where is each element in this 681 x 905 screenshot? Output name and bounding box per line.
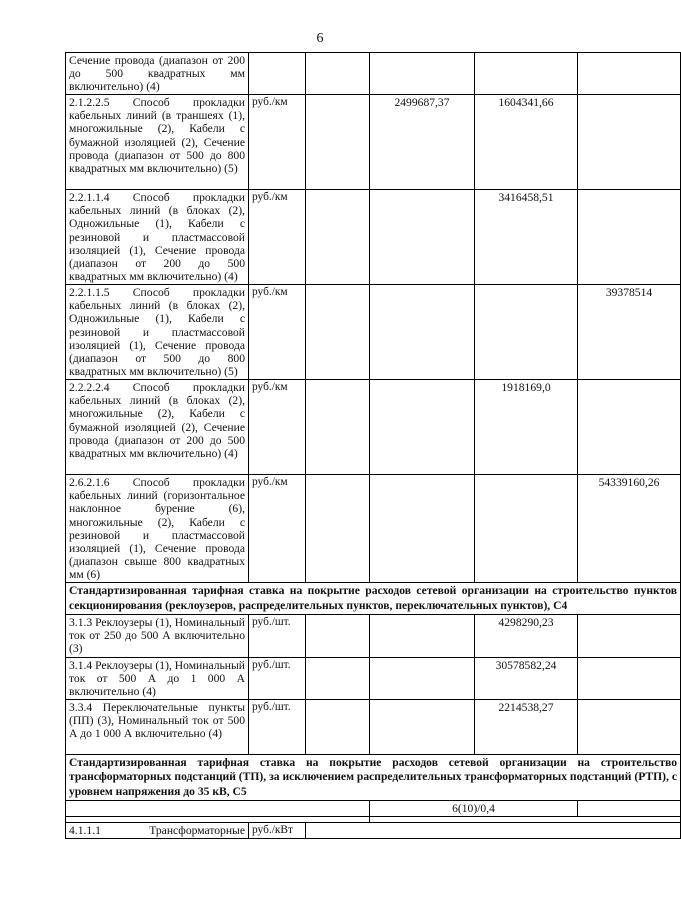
row-value-2 xyxy=(370,380,475,475)
row-value-3: 1918169,0 xyxy=(475,380,578,475)
row-value-1 xyxy=(306,285,370,380)
table-row xyxy=(66,380,681,475)
row-value-4 xyxy=(578,657,681,699)
table-row xyxy=(66,53,681,95)
row-value-4 xyxy=(578,53,681,95)
row-value-1 xyxy=(306,475,370,583)
row-code: 3.3.4 xyxy=(69,700,93,714)
page-number: 6 xyxy=(316,31,324,46)
row-description: 3.1.4 Реклоузеры (1), Номинальный ток от 500 А до 1 000 А включительно (4) xyxy=(66,657,249,699)
row-code: 3.1.4 xyxy=(69,658,93,672)
row-value-empty xyxy=(306,823,681,839)
row-unit: руб./шт. xyxy=(249,657,306,699)
row-value-4: 39378514 xyxy=(578,285,681,380)
section-heading-c5: Стандартизированная тарифная ставка на покрытие расходов сетевой организации на строительство трансформаторных подстанций (ТП), за исключением распределительных трансформаторных подстанций (РТП), с уровнем напряжения до 35 кВ, С5 xyxy=(66,754,681,801)
subhead-blank xyxy=(578,801,681,817)
table-row xyxy=(66,95,681,190)
row-description: 2.1.2.2.5 Способ прокладки кабельных линий (в траншеях (1), многожильные (2), Кабели с бумажной изоляцией (2), Сечение провода (диапазон от 500 до 800 квадратных мм включительно) (5) xyxy=(66,95,249,190)
row-code: 2.2.2.2.4 xyxy=(69,381,110,395)
row-value-3: 30578582,24 xyxy=(475,657,578,699)
section-heading-c4: Стандартизированная тарифная ставка на покрытие расходов сетевой организации на строительство пунктов секционирования (реклоузеров, распределительных пунктов, переключательных пунктов), С4 xyxy=(66,583,681,615)
row-code: 2.2.1.1.5 xyxy=(69,286,110,300)
row-code: 4.1.1.1 xyxy=(69,824,101,838)
row-value-3 xyxy=(475,285,578,380)
row-code: 3.1.3 xyxy=(69,616,93,630)
row-value-1 xyxy=(306,657,370,699)
row-unit: руб./км xyxy=(249,285,306,380)
row-description: 4.1.1.1 Трансформаторные xyxy=(66,823,249,839)
voltage-subhead: 6(10)/0,4 xyxy=(370,801,578,817)
row-value-1 xyxy=(306,615,370,657)
row-value-2 xyxy=(370,190,475,285)
row-description: 2.2.1.1.5 Способ прокладки кабельных линий (в блоках (2), Одножильные (1), Кабели с резиновой и пластмассовой изоляцией (1), Сечение провода (диапазон от 500 до 800 квадратных мм включительно) (5) xyxy=(66,285,249,380)
row-value-2 xyxy=(370,699,475,754)
row-value-1 xyxy=(306,53,370,95)
table-row xyxy=(66,285,681,380)
row-value-2 xyxy=(370,657,475,699)
row-value-1 xyxy=(306,190,370,285)
table-row xyxy=(66,475,681,583)
subhead-blank xyxy=(66,801,370,817)
row-value-2 xyxy=(370,475,475,583)
row-value-4 xyxy=(578,380,681,475)
row-description: 2.6.2.1.6 Способ прокладки кабельных линий (горизонтальное наклонное бурение (6), многожильные (2), Кабели с резиновой и пластмассовой изоляцией (1), Сечение провода (диапазон свыше 800 квадратных мм (6) xyxy=(66,475,249,583)
row-description: 2.2.2.2.4 Способ прокладки кабельных линий (в блоках (2), многожильные (2), Кабели с бумажной изоляцией (2), Сечение провода (диапазон от 200 до 500 квадратных мм включительно) (4) xyxy=(66,380,249,475)
table-row xyxy=(66,823,681,839)
row-unit: руб./шт. xyxy=(249,699,306,754)
row-value-2: 2499687,37 xyxy=(370,95,475,190)
row-value-2 xyxy=(370,285,475,380)
row-value-4 xyxy=(578,615,681,657)
row-description: Сечение провода (диапазон от 200 до 500 квадратных мм включительно) (4) xyxy=(66,53,249,95)
section-heading-row xyxy=(66,754,681,801)
table-row xyxy=(66,615,681,657)
row-value-2 xyxy=(370,615,475,657)
row-value-3 xyxy=(475,53,578,95)
row-unit: руб./км xyxy=(249,380,306,475)
row-code: 2.2.1.1.4 xyxy=(69,191,110,205)
row-value-4 xyxy=(578,699,681,754)
table-row xyxy=(66,190,681,285)
row-value-1 xyxy=(306,699,370,754)
row-description: 3.1.3 Реклоузеры (1), Номинальный ток от 250 до 500 А включительно (3) xyxy=(66,615,249,657)
row-value-3: 1604341,66 xyxy=(475,95,578,190)
voltage-subhead-row xyxy=(66,801,681,817)
row-value-1 xyxy=(306,95,370,190)
row-code: 2.1.2.2.5 xyxy=(69,96,110,110)
row-value-1 xyxy=(306,380,370,475)
row-value-4 xyxy=(578,95,681,190)
row-value-2 xyxy=(370,53,475,95)
table-row xyxy=(66,657,681,699)
row-code: 2.6.2.1.6 xyxy=(69,476,110,490)
row-description: 2.2.1.1.4 Способ прокладки кабельных линий (в блоках (2), Одножильные (1), Кабели с резиновой и пластмассовой изоляцией (1), Сечение провода (диапазон от 200 до 500 квадратных мм включительно) (4) xyxy=(66,190,249,285)
row-description: 3.3.4 Переключательные пункты (ПП) (3), Номинальный ток от 500 А до 1 000 А включительно (4) xyxy=(66,699,249,754)
row-unit xyxy=(249,53,306,95)
row-unit: руб./км xyxy=(249,190,306,285)
tariff-table xyxy=(65,52,681,839)
row-value-3: 4298290,23 xyxy=(475,615,578,657)
row-unit: руб./шт. xyxy=(249,615,306,657)
row-unit: руб./км xyxy=(249,475,306,583)
row-value-3: 3416458,51 xyxy=(475,190,578,285)
row-unit: руб./кВт xyxy=(249,823,306,839)
row-value-3 xyxy=(475,475,578,583)
row-value-4: 54339160,26 xyxy=(578,475,681,583)
table-row xyxy=(66,699,681,754)
row-value-3: 2214538,27 xyxy=(475,699,578,754)
section-heading-row xyxy=(66,583,681,615)
row-unit: руб./км xyxy=(249,95,306,190)
row-value-4 xyxy=(578,190,681,285)
